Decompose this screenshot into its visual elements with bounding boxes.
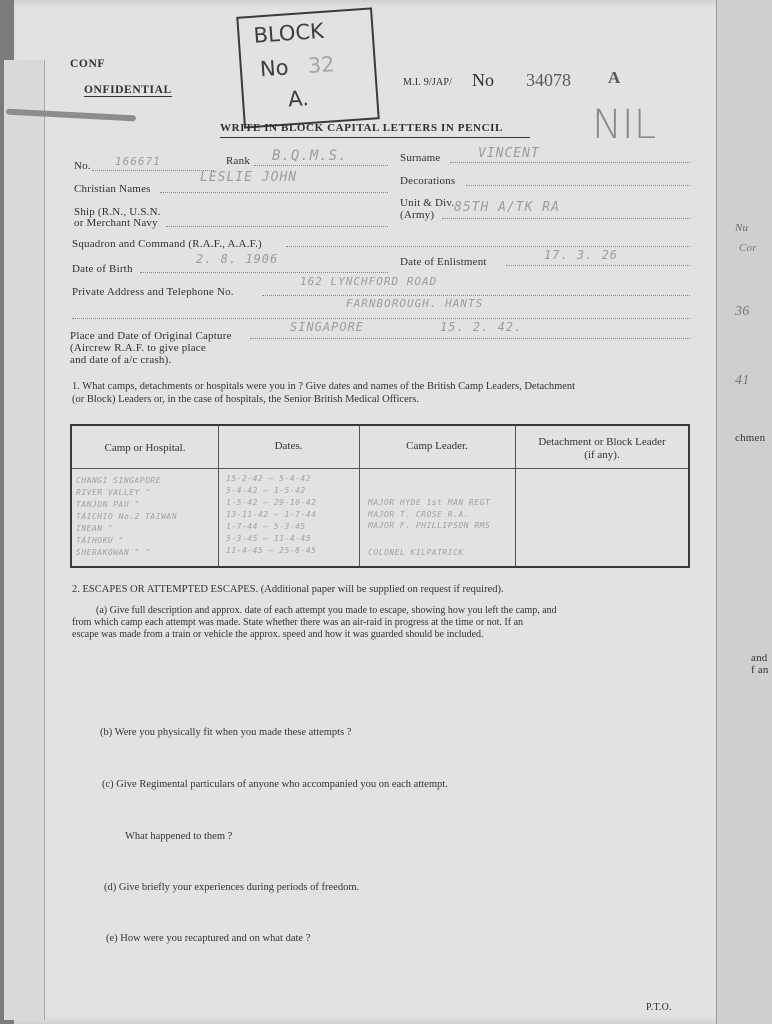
capture-label-2: (Aircrew R.A.F. to give place [70,342,206,354]
table-header-leader: Camp Leader. [406,440,468,452]
capture-label-3: and date of a/c crash). [70,354,172,366]
block-stamp [236,7,379,128]
camp-cell: TAIHOKU " [76,536,124,545]
date-cell: 13-11-42 — 1-7-44 [226,510,317,519]
margin-fragment: chmen [735,432,766,444]
number-label: No [472,70,494,90]
form-suffix: A [608,68,621,87]
unit-label-2: (Army) [400,209,435,221]
margin-fragment: f an [751,664,769,676]
form-number: 34078 [526,70,571,90]
address-value-1: 162 LYNCHFORD ROAD [300,275,438,288]
camp-cell: SHERAKOWAN " " [76,548,151,557]
question-2-title: 2. ESCAPES OR ATTEMPTED ESCAPES. (Additional paper will be supplied on request if required). [72,584,504,595]
leader-cell: MAJOR T. CROSE R.A. [368,510,470,519]
stamp-no-text: No [259,55,290,82]
camp-cell: TAICHIO No.2 TAIWAN [76,512,178,521]
enlistment-value: 17. 3. 26 [544,248,619,262]
question-2c-followup: What happened to them ? [125,831,233,842]
unit-value: 85TH A/TK RA [454,200,560,215]
margin-fragment: and [751,652,768,664]
date-cell: 1-7-44 — 5-3-45 [226,522,306,531]
table-header-camp: Camp or Hospital. [104,442,186,454]
pto-label: P.T.O. [646,1002,672,1013]
capture-line [250,338,690,339]
date-cell: 11-4-45 — 25-8-45 [226,546,317,555]
question-2b: (b) Were you physically fit when you made these attempts ? [100,727,352,738]
dob-label: Date of Birth [72,263,133,275]
question-2a-line-2: from which camp each attempt was made. State whether there was an air-raid in progress at the time or not. If an [72,617,524,628]
dob-line [140,272,388,273]
conf-tab-label: CONF [70,58,105,70]
ship-label-2: or Merchant Navy [74,217,158,229]
underlying-sheet [716,0,772,1024]
nil-annotation: NIL [592,102,657,148]
binding-strip [4,60,45,1020]
table-header-dates: Dates. [274,440,303,452]
question-2d: (d) Give briefly your experiences during periods of freedom. [104,882,360,893]
capture-label-1: Place and Date of Original Capture [70,330,232,342]
capture-date-value: 15. 2. 42. [440,320,523,334]
date-cell: 5-3-45 — 11-4-45 [226,534,312,543]
question-2a-line-1: (a) Give full description and approx. date of each attempt you made to escape, showing how you left the camp, and [96,605,557,616]
stamp-letter: A. [287,86,310,112]
confidential-label: ONFIDENTIAL [84,84,172,96]
address-line-1 [262,295,690,296]
camps-table [70,424,690,568]
camp-cell: CHANGI SINGAPORE [76,476,162,485]
question-2a-line-3: escape was made from a train or vehicle the approx. speed and how it was guarded should be included. [72,629,484,640]
question-1-line-2: (or Block) Leaders or, in the case of hospitals, the Senior British Medical Officers. [72,394,419,405]
rank-label: Rank [226,155,251,167]
camp-cell: RIVER VALLEY " [76,488,151,497]
instruction-heading: WRITE IN BLOCK CAPITAL LETTERS IN PENCIL [220,122,503,134]
leader-cell: MAJOR HYDE 1st MAN REGT [368,498,491,507]
leader-cell: COLONEL KILPATRICK [368,548,464,557]
margin-fragment: Nu [735,222,749,234]
address-label: Private Address and Telephone No. [72,286,234,298]
ship-label-1: Ship (R.N., U.S.N. [74,206,161,218]
stamp-block-text: BLOCK [252,18,325,48]
date-cell: 5-4-42 — 1-5-42 [226,486,306,495]
christian-names-line [160,192,388,193]
service-no-value: 166671 [115,155,161,168]
surname-value: VINCENT [478,146,540,161]
margin-fragment: Cor [739,242,757,254]
squadron-label: Squadron and Command (R.A.F., A.A.F.) [72,238,262,250]
leader-cell: MAJOR F. PHILLIPSON RMS [368,521,491,530]
table-header-detachment: Detachment or Block Leader (if any). [538,436,666,461]
surname-line [450,162,690,163]
stamp-no-value: 32 [307,52,336,78]
address-line-2 [72,318,690,319]
unit-line [442,218,690,219]
mi-reference: M.I. 9/JAP/ [403,77,453,88]
instruction-underline [220,137,530,138]
rank-line [254,165,388,166]
date-cell: 1-5-42 — 29-10-42 [226,498,317,507]
question-2c: (c) Give Regimental particulars of anyone who accompanied you on each attempt. [102,779,448,790]
question-1-line-1: 1. What camps, detachments or hospitals were you in ? Give dates and names of the British Camp Leaders, Detachment [72,381,576,392]
decorations-line [466,185,690,186]
date-cell: 15-2-42 — 5-4-42 [226,474,312,483]
dob-value: 2. 8. 1906 [196,252,279,266]
camp-cell: TANJON PAU " [76,500,140,509]
question-2e: (e) How were you recaptured and on what date ? [106,933,311,944]
christian-names-label: Christian Names [74,183,151,195]
service-no-label: No. [74,160,91,172]
rank-value: B.Q.M.S. [272,148,348,164]
ship-line [166,226,388,227]
surname-label: Surname [400,152,441,164]
enlistment-label: Date of Enlistment [400,256,487,268]
decorations-label: Decorations [400,175,456,187]
capture-place-value: SINGAPORE [290,320,365,334]
camp-cell: INEAN " [76,524,114,533]
enlistment-line [506,265,690,266]
service-no-line [92,170,214,171]
christian-names-value: LESLIE JOHN [200,170,298,185]
margin-fragment: 36 [735,304,750,319]
address-value-2: FARNBOROUGH. HANTS [346,297,484,310]
unit-label-1: Unit & Div. [400,197,455,209]
squadron-line [286,246,690,247]
margin-fragment: 41 [735,373,750,388]
